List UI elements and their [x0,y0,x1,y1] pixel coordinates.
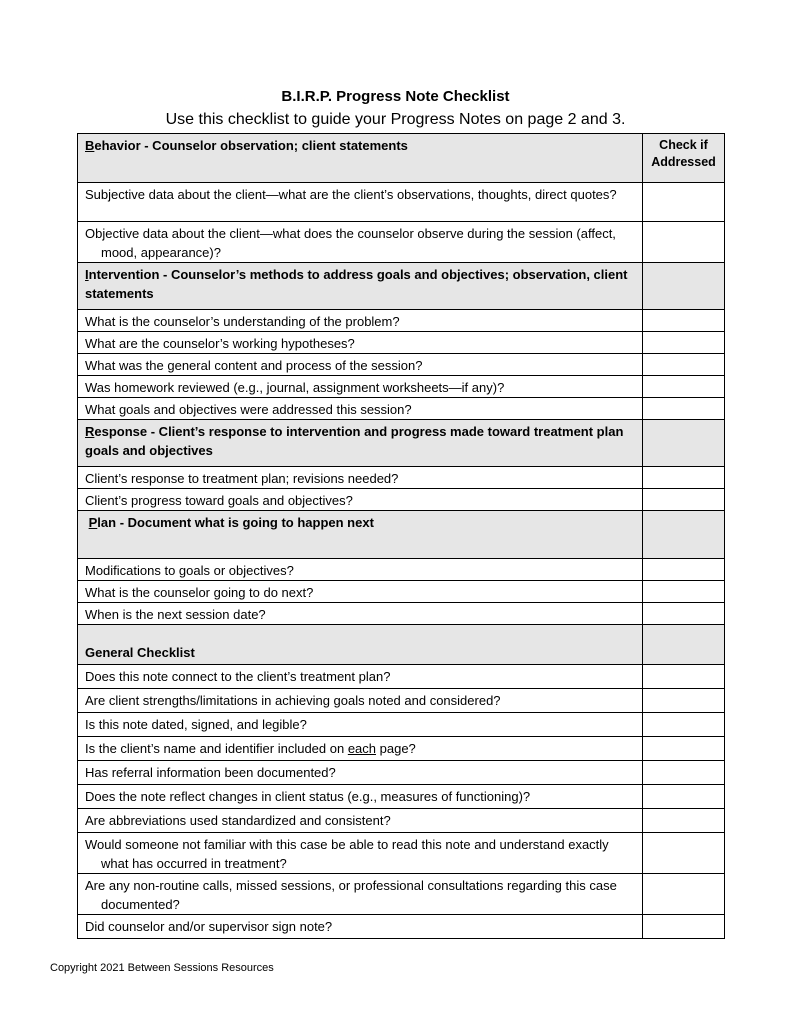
table-row [78,489,725,511]
table-row [78,354,725,376]
checklist-table [77,133,725,939]
checklist-item: Was homework reviewed (e.g., journal, assignment worksheets—if any)? [78,376,643,398]
table-row [78,874,725,915]
table-row [78,915,725,939]
checklist-item: What is the counselor’s understanding of the problem? [78,310,643,332]
check-cell[interactable] [643,559,725,581]
table-row [78,332,725,354]
page-title: B.I.R.P. Progress Note Checklist [281,88,510,105]
section-header-response [78,420,725,467]
checklist-item: Are abbreviations used standardized and consistent? [78,809,643,833]
section-heading: General Checklist [78,625,643,665]
table-row [78,665,725,689]
table-row [78,398,725,420]
table-row [78,559,725,581]
checklist-item: What is the counselor going to do next? [78,581,643,603]
checklist-item: Are client strengths/limitations in achieving goals noted and considered? [78,689,643,713]
section-heading-text: ntervention - Counselor’s methods to address goals and objectives; observation, client statements [85,267,628,301]
checklist-item: Client’s response to treatment plan; revisions needed? [78,467,643,489]
check-cell[interactable] [643,332,725,354]
checklist-item: Objective data about the client—what does the counselor observe during the session (affect, mood, appearance)? [78,222,643,263]
table-row [78,222,725,263]
section-heading [78,511,643,559]
checklist-item: Client’s progress toward goals and objectives? [78,489,643,511]
checklist-item: Does this note connect to the client’s treatment plan? [78,665,643,689]
checklist-item: Subjective data about the client—what are the client’s observations, thoughts, direct quotes? [78,183,643,222]
check-cell [643,263,725,310]
section-heading-text: lan - Document what is going to happen next [97,515,374,530]
table-row [78,713,725,737]
check-cell[interactable] [643,581,725,603]
check-cell[interactable] [643,737,725,761]
check-cell[interactable] [643,222,725,263]
checklist-item: Is this note dated, signed, and legible? [78,713,643,737]
checklist-item: Are any non-routine calls, missed sessions, or professional consultations regarding this case documented? [78,874,643,915]
table-row [78,310,725,332]
section-header-behavior [78,134,725,183]
emphasis-text: each [347,741,377,756]
section-heading-text: ehavior - Counselor observation; client statements [94,138,408,153]
section-header-general [78,625,725,665]
checklist-item: Has referral information been documented? [78,761,643,785]
table-row [78,689,725,713]
table-row [78,581,725,603]
check-cell[interactable] [643,809,725,833]
checklist-item-text: Is the client’s name and identifier included on [85,741,348,756]
checklist-item: What goals and objectives were addressed this session? [78,398,643,420]
check-cell[interactable] [643,874,725,915]
page-subtitle: Use this checklist to guide your Progress Notes on page 2 and 3. [165,111,626,128]
check-cell[interactable] [643,915,725,939]
checklist-item: When is the next session date? [78,603,643,625]
section-heading [78,420,643,467]
check-cell[interactable] [643,354,725,376]
check-column-header: Check if Addressed [643,134,725,183]
check-cell [643,625,725,665]
check-cell[interactable] [643,398,725,420]
section-heading-text: esponse - Client’s response to intervention and progress made toward treatment plan goals and objectives [85,424,624,458]
section-initial: I [85,267,89,282]
table-row [78,183,725,222]
checklist-item [78,737,643,761]
section-header-plan [78,511,725,559]
check-cell[interactable] [643,467,725,489]
check-cell[interactable] [643,665,725,689]
check-cell[interactable] [643,603,725,625]
section-header-intervention [78,263,725,310]
checklist-item-suffix: page? [376,741,416,756]
check-cell[interactable] [643,689,725,713]
table-row [78,809,725,833]
check-cell[interactable] [643,713,725,737]
copyright-footer: Copyright 2021 Between Sessions Resources [50,962,274,974]
table-row [78,737,725,761]
section-initial: B [85,138,95,153]
checklist-item: Would someone not familiar with this case be able to read this note and understand exactly what has occurred in treatment? [78,833,643,874]
check-cell[interactable] [643,376,725,398]
table-row [78,761,725,785]
table-row [78,376,725,398]
table-row [78,467,725,489]
section-heading [78,263,643,310]
checklist-item: Does the note reflect changes in client status (e.g., measures of functioning)? [78,785,643,809]
check-cell[interactable] [643,489,725,511]
check-cell [643,511,725,559]
checklist-item: What are the counselor’s working hypotheses? [78,332,643,354]
section-initial: R [85,424,95,439]
section-heading [78,134,643,183]
check-cell[interactable] [643,833,725,874]
checklist-item: What was the general content and process of the session? [78,354,643,376]
section-initial: P [88,515,98,530]
check-cell [643,420,725,467]
check-cell[interactable] [643,310,725,332]
check-cell[interactable] [643,785,725,809]
checklist-item: Modifications to goals or objectives? [78,559,643,581]
check-cell[interactable] [643,761,725,785]
table-row [78,603,725,625]
checklist-item: Did counselor and/or supervisor sign note? [78,915,643,939]
table-row [78,833,725,874]
check-cell[interactable] [643,183,725,222]
table-row [78,785,725,809]
